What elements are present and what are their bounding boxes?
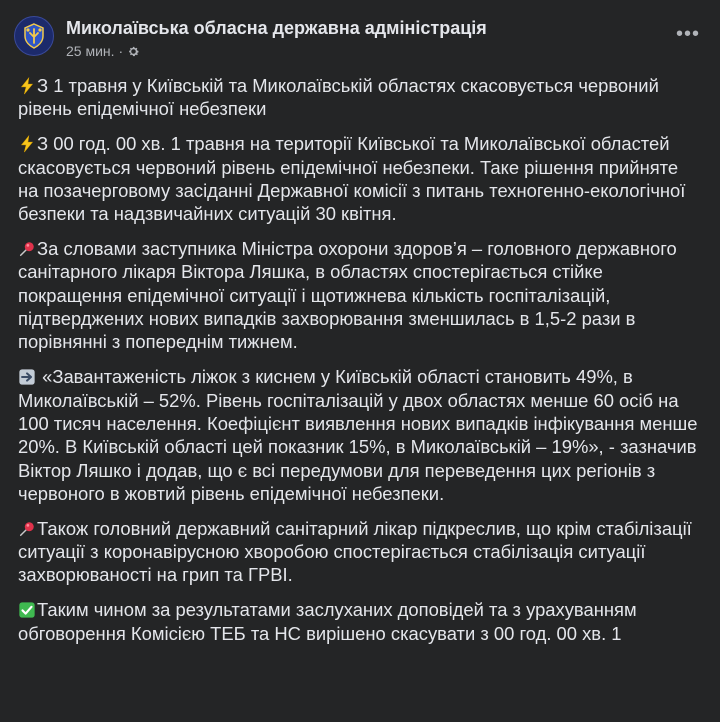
post-timestamp[interactable]: 25 мин.	[66, 43, 115, 59]
arrow-right-icon	[18, 366, 37, 387]
post-paragraph	[18, 237, 702, 353]
post-subline	[66, 42, 674, 60]
pushpin-icon	[18, 518, 37, 539]
coat-of-arms-icon	[19, 21, 49, 51]
page-avatar[interactable]	[14, 16, 54, 56]
lightning-icon	[18, 133, 37, 154]
post-paragraph	[18, 598, 702, 645]
page-name-link[interactable]: Миколаївська обласна державна адміністрація	[66, 18, 487, 38]
paragraph-text: «Завантаженість ліжок з киснем у Київській області становить 49%, в Миколаївській – 52%. Рівень госпіталізацій у двох областях менше 60 осіб на 100 тисяч населення. Коефіцієнт виявлення нових випадків інфікування менше 20%. В Київській області цей показник 15%, в Миколаївській – 19%», - зазначив Віктор Ляшко і додав, що є всі передумови для переведення цих регіонів з червоного в жовтий рівень епідемічної небезпеки.	[18, 366, 698, 504]
post-header	[0, 0, 720, 62]
post-paragraph	[18, 132, 702, 225]
post-meta	[66, 14, 674, 60]
post-body	[0, 62, 720, 645]
post-paragraph	[18, 517, 702, 587]
post-paragraph	[18, 74, 702, 121]
paragraph-text: Також головний державний санітарний лікар підкреслив, що крім стабілізації ситуації з коронавірусною хворобою спостерігається стабілізація ситуації захворюваності на грип та ГРВІ.	[18, 517, 692, 586]
more-options-button[interactable]: •••	[675, 22, 700, 45]
paragraph-text: Таким чином за результатами заслуханих доповідей та з урахуванням обговорення Комісією ТЕБ та НС вирішено скасувати з 00 год. 00 хв. 1	[18, 599, 637, 644]
lightning-icon	[18, 75, 37, 96]
separator-dot: ·	[118, 43, 124, 59]
pushpin-icon	[18, 238, 37, 259]
paragraph-text: З 1 травня у Київській та Миколаївській областях скасовується червоний рівень епідемічної небезпеки	[18, 75, 659, 120]
paragraph-text: З 00 год. 00 хв. 1 травня на території Київської та Миколаївської областей скасовується червоний рівень епідемічної небезпеки. Таке рішення прийняте на позачерговому засіданні Державної комісії з питань техногенно-екологічної безпеки та надзвичайних ситуацій 30 квітня.	[18, 133, 686, 225]
check-mark-icon	[18, 599, 37, 620]
paragraph-text: За словами заступника Міністра охорони здоров’я – головного державного санітарного лікаря Віктора Ляшка, в областях спостерігається стійке покращення епідемічної ситуації і щотижнева кількість госпіталізацій, підтверджених нових випадків захворювання зменшилась в 1,5-2 рази в порівнянні з попереднім тижнем.	[18, 238, 677, 353]
gear-icon[interactable]	[127, 45, 140, 58]
post-paragraph	[18, 365, 702, 505]
